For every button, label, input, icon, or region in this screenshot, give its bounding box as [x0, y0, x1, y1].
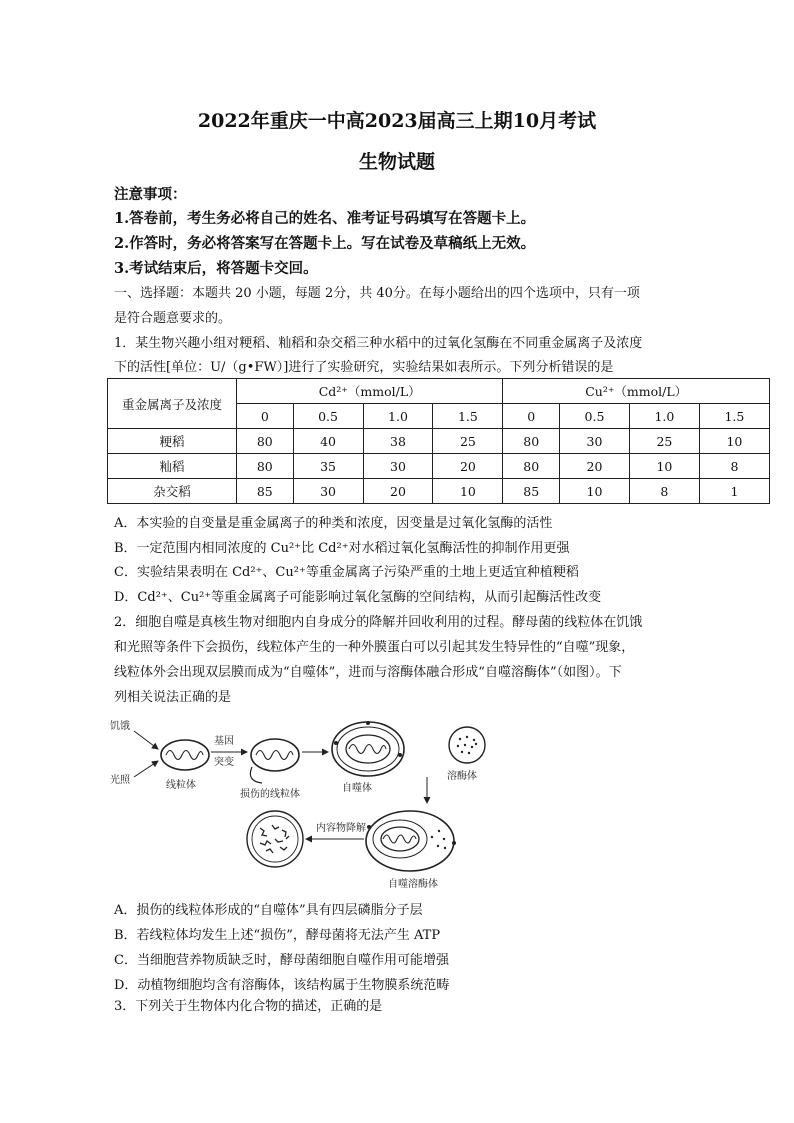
row-label: 杂交稻 [108, 479, 237, 504]
table-cell: 30 [363, 454, 433, 479]
table-cell: 30 [293, 479, 363, 504]
question-1-stem: 1．某生物兴趣小组对粳稻、籼稻和杂交稻三种水稻中的过氧化氢酶在不同重金属离子及浓度 [114, 336, 643, 351]
damaged-mitochondrion-icon [250, 739, 299, 783]
notice-item: 3.考试结束后，将答题卡交回。 [114, 260, 318, 277]
table-cell: 80 [503, 454, 560, 479]
table-cell: 20 [560, 454, 630, 479]
q1-option-d: D．Cd²⁺、Cu²⁺等重金属离子可能影响过氧化氢酶的空间结构，从而引起酶活性改变 [114, 590, 602, 605]
label-autophagosome: 自噬体 [342, 783, 372, 794]
table-cell: 25 [629, 429, 699, 454]
label-gene: 基因 [214, 736, 234, 747]
table-cell: 20 [433, 454, 503, 479]
table-row [108, 454, 770, 479]
q1-option-a: A．本实验的自变量是重金属离子的种类和浓度，因变量是过氧化氢酶的活性 [114, 516, 553, 531]
section-instruction: 一、选择题：本题共 20 小题，每题 2分，共 40分。在每小题给出的四个选项中，只有一项 [114, 286, 640, 301]
table-cell: 1 [699, 479, 769, 504]
label-autolysosome: 自噬溶酶体 [388, 879, 438, 890]
autolysosome-icon [366, 811, 456, 871]
conc-header: 0.5 [293, 404, 363, 429]
lysosome-icon [449, 727, 485, 763]
q2-option-d: D．动植物细胞均含有溶酶体，该结构属于生物膜系统范畴 [114, 978, 450, 993]
label-light: 光照 [110, 775, 130, 786]
arrow-hunger [134, 731, 158, 749]
label-degrade: 内容物降解 [316, 823, 366, 834]
table-cell: 30 [560, 429, 630, 454]
enzyme-activity-table [107, 378, 770, 504]
table-cell: 25 [433, 429, 503, 454]
cd-group-header: Cd²⁺（mmol/L） [237, 379, 503, 404]
table-cell: 10 [699, 429, 769, 454]
table-cell: 10 [629, 454, 699, 479]
table-cell: 80 [237, 429, 294, 454]
label-lysosome: 溶酶体 [447, 771, 477, 782]
question-3-stem: 3．下列关于生物体内化合物的描述，正确的是 [114, 999, 383, 1014]
table-corner-header: 重金属离子及浓度 [108, 379, 237, 429]
conc-header: 0 [503, 404, 560, 429]
question-1-stem: 下的活性[单位：U/（g•FW）]进行了实验研究，实验结果如表所示。下列分析错误的是 [114, 360, 614, 375]
table-cell: 8 [699, 454, 769, 479]
table-cell: 80 [503, 429, 560, 454]
notice-item: 2.作答时，务必将答案写在答题卡上。写在试卷及草稿纸上无效。 [114, 235, 536, 252]
cu-group-header: Cu²⁺（mmol/L） [503, 379, 770, 404]
table-row [108, 429, 770, 454]
table-cell: 20 [363, 479, 433, 504]
subject-title: 生物试题 [358, 151, 435, 173]
table-cell: 10 [433, 479, 503, 504]
arrow-light [134, 761, 158, 777]
autophagy-diagram [110, 715, 510, 895]
table-cell: 35 [293, 454, 363, 479]
label-mito: 线粒体 [166, 780, 196, 791]
table-cell: 40 [293, 429, 363, 454]
conc-header: 1.0 [363, 404, 433, 429]
table-cell: 80 [237, 454, 294, 479]
question-2-stem: 2．细胞自噬是真核生物对细胞内自身成分的降解并回收利用的过程。酵母菌的线粒体在饥饿 [114, 615, 643, 630]
table-cell: 8 [629, 479, 699, 504]
conc-header: 1.0 [629, 404, 699, 429]
table-row [108, 479, 770, 504]
degraded-contents-icon [247, 811, 303, 867]
notice-item: 1.答卷前，考生务必将自己的姓名、准考证号码填写在答题卡上。 [114, 210, 536, 227]
conc-header: 0.5 [560, 404, 630, 429]
row-label: 粳稻 [108, 429, 237, 454]
q2-option-c: C．当细胞营养物质缺乏时，酵母菌细胞自噬作用可能增强 [114, 953, 449, 968]
mitochondrion-icon [161, 740, 209, 770]
row-label: 籼稻 [108, 454, 237, 479]
q2-option-a: A．损伤的线粒体形成的“自噬体”具有四层磷脂分子层 [114, 903, 423, 918]
label-damaged: 损伤的线粒体 [240, 789, 300, 800]
label-hunger: 饥饿 [110, 721, 130, 732]
question-2-stem: 和光照等条件下会损伤，线粒体产生的一种外膜蛋白可以引起其发生特异性的“自噬”现象， [114, 640, 635, 655]
conc-header: 1.5 [433, 404, 503, 429]
autophagosome-icon [332, 721, 404, 776]
notice-heading: 注意事项： [114, 186, 187, 203]
exam-title: 2022年重庆一中高2023届高三上期10月考试 [197, 110, 597, 132]
table-cell: 10 [560, 479, 630, 504]
question-2-stem: 列相关说法正确的是 [114, 690, 232, 705]
table-cell: 85 [503, 479, 560, 504]
conc-header: 1.5 [699, 404, 769, 429]
section-instruction: 是符合题意要求的。 [114, 311, 232, 326]
q1-option-c: C．实验结果表明在 Cd²⁺、Cu²⁺等重金属离子污染严重的土地上更适宜种植粳稻 [114, 565, 579, 580]
label-mutation: 突变 [214, 757, 234, 768]
table-cell: 85 [237, 479, 294, 504]
q2-option-b: B．若线粒体均发生上述“损伤”，酵母菌将无法产生 ATP [114, 928, 441, 943]
q1-option-b: B．一定范围内相同浓度的 Cu²⁺比 Cd²⁺对水稻过氧化氢酶活性的抑制作用更强 [114, 541, 570, 556]
question-2-stem: 线粒体外会出现双层膜而成为“自噬体”，进而与溶酶体融合形成“自噬溶酶体”（如图）。下 [114, 665, 622, 680]
table-cell: 38 [363, 429, 433, 454]
conc-header: 0 [237, 404, 294, 429]
